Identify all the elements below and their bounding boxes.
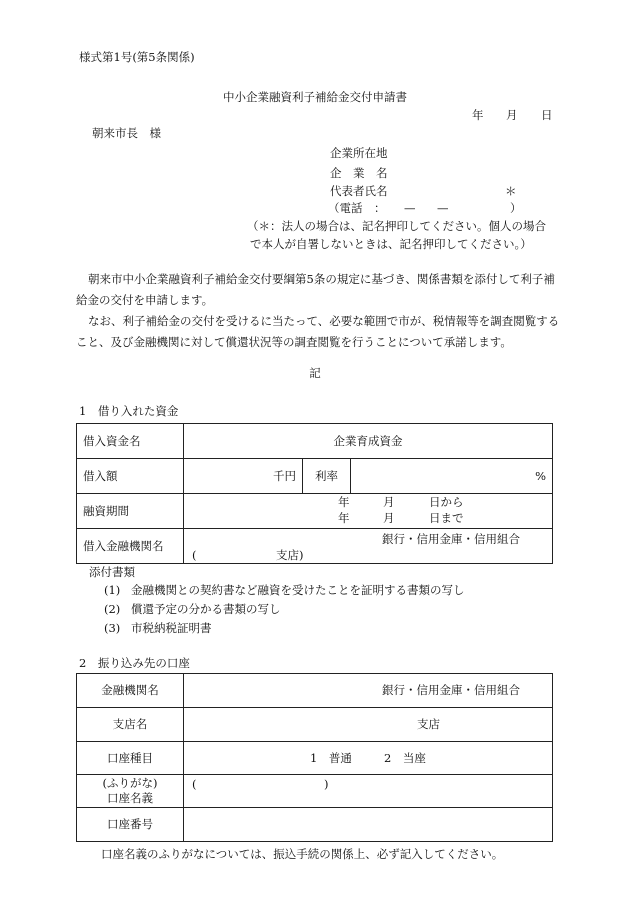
loan-period-label: 融資期間	[77, 494, 184, 529]
form-number: 様式第1号(第5条関係)	[79, 50, 195, 64]
attachment-num-1: (1)	[104, 583, 121, 597]
attachment-num-2: (2)	[104, 602, 121, 616]
date-month: 月	[506, 108, 518, 122]
account-type-current[interactable]: 2 当座	[384, 751, 426, 765]
lending-bank-types: 銀行・信用金庫・信用組合	[382, 532, 520, 546]
lending-bank-field[interactable]	[184, 529, 553, 564]
phone-dash-1: —	[404, 201, 416, 215]
branch-name-label: 支店名	[77, 708, 184, 742]
interest-rate-field[interactable]	[351, 459, 553, 494]
date-year: 年	[472, 108, 484, 122]
ki-heading: 記	[309, 366, 321, 380]
furigana-open: (	[192, 777, 197, 791]
furigana-label: (ふりがな)	[102, 776, 158, 790]
account-holder-label: 口座名義	[107, 791, 153, 805]
company-name-label: 企 業 名	[330, 166, 388, 180]
section1-heading: 1 借り入れた資金	[79, 404, 179, 418]
period-to-year: 年	[338, 511, 350, 525]
date-day: 日	[541, 108, 553, 122]
attachment-text-1: 金融機関との契約書など融資を受けたことを証明する書類の写し	[131, 583, 465, 597]
transfer-account-table	[76, 673, 553, 842]
attachments-heading: 添付書類	[89, 565, 135, 579]
lending-bank-label: 借入金融機関名	[77, 529, 184, 564]
section2-heading: 2 振り込み先の口座	[79, 656, 190, 670]
attachment-num-3: (3)	[104, 621, 121, 635]
signature-note-line1: （＊：法人の場合は、記名押印してください。個人の場合	[247, 219, 546, 233]
interest-rate-label: 利率	[303, 459, 351, 494]
attachment-text-3: 市税納税証明書	[131, 621, 212, 635]
branch-name-field[interactable]	[184, 708, 553, 742]
account-bank-field[interactable]	[184, 674, 553, 708]
phone-label: （電話 ：	[328, 201, 386, 215]
period-from-month: 月	[383, 495, 395, 509]
fund-name-value: 企業育成資金	[184, 424, 553, 459]
period-to-month: 月	[383, 511, 395, 525]
loan-period-field[interactable]	[184, 494, 553, 529]
application-paragraph: 朝来市中小企業融資利子補給金交付要綱第5条の規定に基づき、関係書類を添付して利子補給金の交付を申請します。	[76, 272, 555, 307]
account-type-field	[184, 742, 553, 775]
signature-note-line2: で本人が自署しないときは、記名押印してください。）	[250, 237, 532, 251]
interest-rate-unit: %	[535, 468, 547, 483]
borrowed-funds-table	[76, 423, 553, 564]
account-number-field[interactable]	[184, 808, 553, 842]
furigana-close: )	[324, 777, 329, 791]
account-bank-types: 銀行・信用金庫・信用組合	[382, 683, 520, 698]
loan-amount-label: 借入額	[77, 459, 184, 494]
period-from-year: 年	[338, 495, 350, 509]
account-holder-field[interactable]	[184, 775, 553, 808]
account-holder-label-cell	[77, 775, 184, 808]
signature-asterisk: ＊	[505, 184, 517, 198]
attachment-text-2: 償還予定の分かる書類の写し	[131, 602, 281, 616]
account-type-ordinary[interactable]: 1 普通	[310, 751, 352, 765]
account-number-label: 口座番号	[77, 808, 184, 842]
furigana-footnote: 口座名義のふりがなについては、振込手続の関係上、必ず記入してください。	[101, 847, 504, 861]
loan-amount-field[interactable]	[184, 459, 303, 494]
lending-branch-close: 支店)	[276, 548, 304, 562]
branch-suffix: 支店	[417, 717, 440, 732]
account-type-label: 口座種目	[77, 742, 184, 775]
lending-branch-open: (	[192, 548, 197, 562]
period-to-day: 日まで	[429, 511, 464, 525]
company-address-label: 企業所在地	[330, 146, 388, 160]
representative-label: 代表者氏名	[330, 184, 388, 198]
document-title: 中小企業融資利子補給金交付申請書	[223, 90, 407, 104]
addressee: 朝来市長 様	[92, 126, 161, 140]
account-bank-label: 金融機関名	[77, 674, 184, 708]
loan-amount-unit: 千円	[273, 468, 296, 483]
period-from-day: 日から	[429, 495, 464, 509]
phone-close: ）	[510, 201, 522, 215]
phone-dash-2: —	[437, 201, 449, 215]
consent-paragraph: なお、利子補給金の交付を受けるに当たって、必要な範囲で市が、税情報等を調査閲覧すること、及び金融機関に対して償還状況等の調査閲覧を行うことについて承諾します。	[76, 314, 560, 349]
fund-name-label: 借入資金名	[77, 424, 184, 459]
